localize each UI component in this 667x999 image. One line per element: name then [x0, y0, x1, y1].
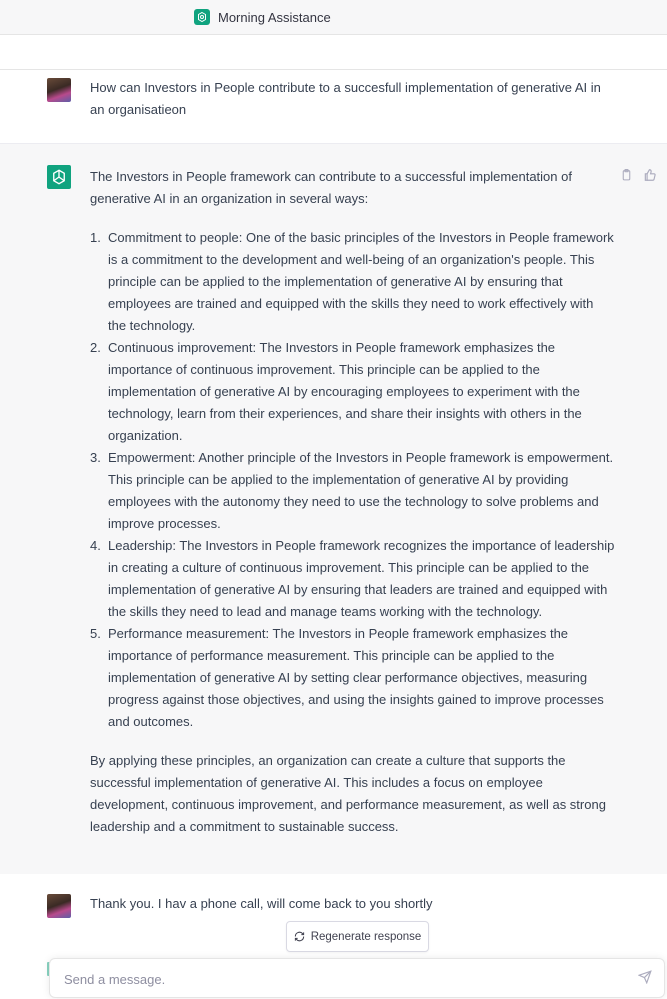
- message-composer: [49, 958, 665, 998]
- user-message-text: Thank you. I hav a phone call, will come back to you shortly: [90, 896, 433, 911]
- message-actions: [620, 168, 657, 187]
- refresh-icon: [294, 931, 305, 942]
- assistant-avatar: [47, 165, 71, 189]
- header-spacer: [0, 35, 667, 70]
- principles-list: [90, 227, 615, 733]
- list-item: 5. Performance measurement: The Investors in People framework emphasizes the importance of performance measurement. This principle can be applied to the implementation of generative AI by setting clear performance objectives, measuring progress against those objectives, and using the insights gained to improve processes and outcomes.: [90, 626, 604, 729]
- assistant-message: [0, 143, 667, 875]
- paper-plane-icon: [638, 970, 652, 984]
- chat-title-wrap: [194, 8, 331, 26]
- top-bar: [0, 0, 667, 35]
- user-avatar: [47, 78, 71, 102]
- chat-title: Morning Assistance: [218, 9, 331, 25]
- list-item: 4. Leadership: The Investors in People framework recognizes the importance of leadership in creating a culture of continuous improvement. This principle can be applied to the implementation of generative AI by ensuring that leaders are trained and equipped with the skills they need to lead and manage teams working with the technology.: [90, 538, 615, 619]
- user-message: [0, 70, 667, 143]
- chatgpt-logo-icon: [50, 168, 68, 186]
- user-message-text: How can Investors in People contribute to a succesfull implementation of generative AI in an organisatieon: [90, 80, 601, 117]
- regenerate-button[interactable]: [286, 921, 429, 952]
- list-item: 1. Commitment to people: One of the basic principles of the Investors in People framework is a commitment to the development and well-being of an organization's people. This principle can be applied to the implementation of generative AI by ensuring that employees are trained and equipped with the skills they need to work effectively with the technology.: [90, 230, 614, 333]
- assistant-conclusion: By applying these principles, an organization can create a culture that supports the successful implementation of generative AI. This includes a focus on employee development, continuous improvement, and performance measurement, as well as strong leadership and a commitment to sustainable success.: [90, 753, 606, 834]
- clipboard-icon[interactable]: [620, 168, 633, 187]
- user-avatar: [47, 894, 71, 918]
- send-button[interactable]: [638, 970, 654, 986]
- list-item: 2. Continuous improvement: The Investors in People framework emphasizes the importance of continuous improvement. This principle can be applied to the implementation of generative AI by encouraging employees to experiment with the technology, learn from their experiences, and share their insights with others in the organization.: [90, 340, 582, 443]
- regenerate-label: Regenerate response: [310, 930, 422, 943]
- thumbs-up-icon[interactable]: [643, 168, 657, 187]
- message-input[interactable]: [62, 968, 626, 990]
- assistant-intro: The Investors in People framework can contribute to a successful implementation of generative AI in an organization in several ways:: [90, 169, 572, 206]
- list-item: 3. Empowerment: Another principle of the Investors in People framework is empowerment. This principle can be applied to the implementation of generative AI by providing employees with the autonomy they need to use the technology to solve problems and improve processes.: [90, 450, 614, 531]
- chatgpt-logo-icon: [194, 9, 210, 25]
